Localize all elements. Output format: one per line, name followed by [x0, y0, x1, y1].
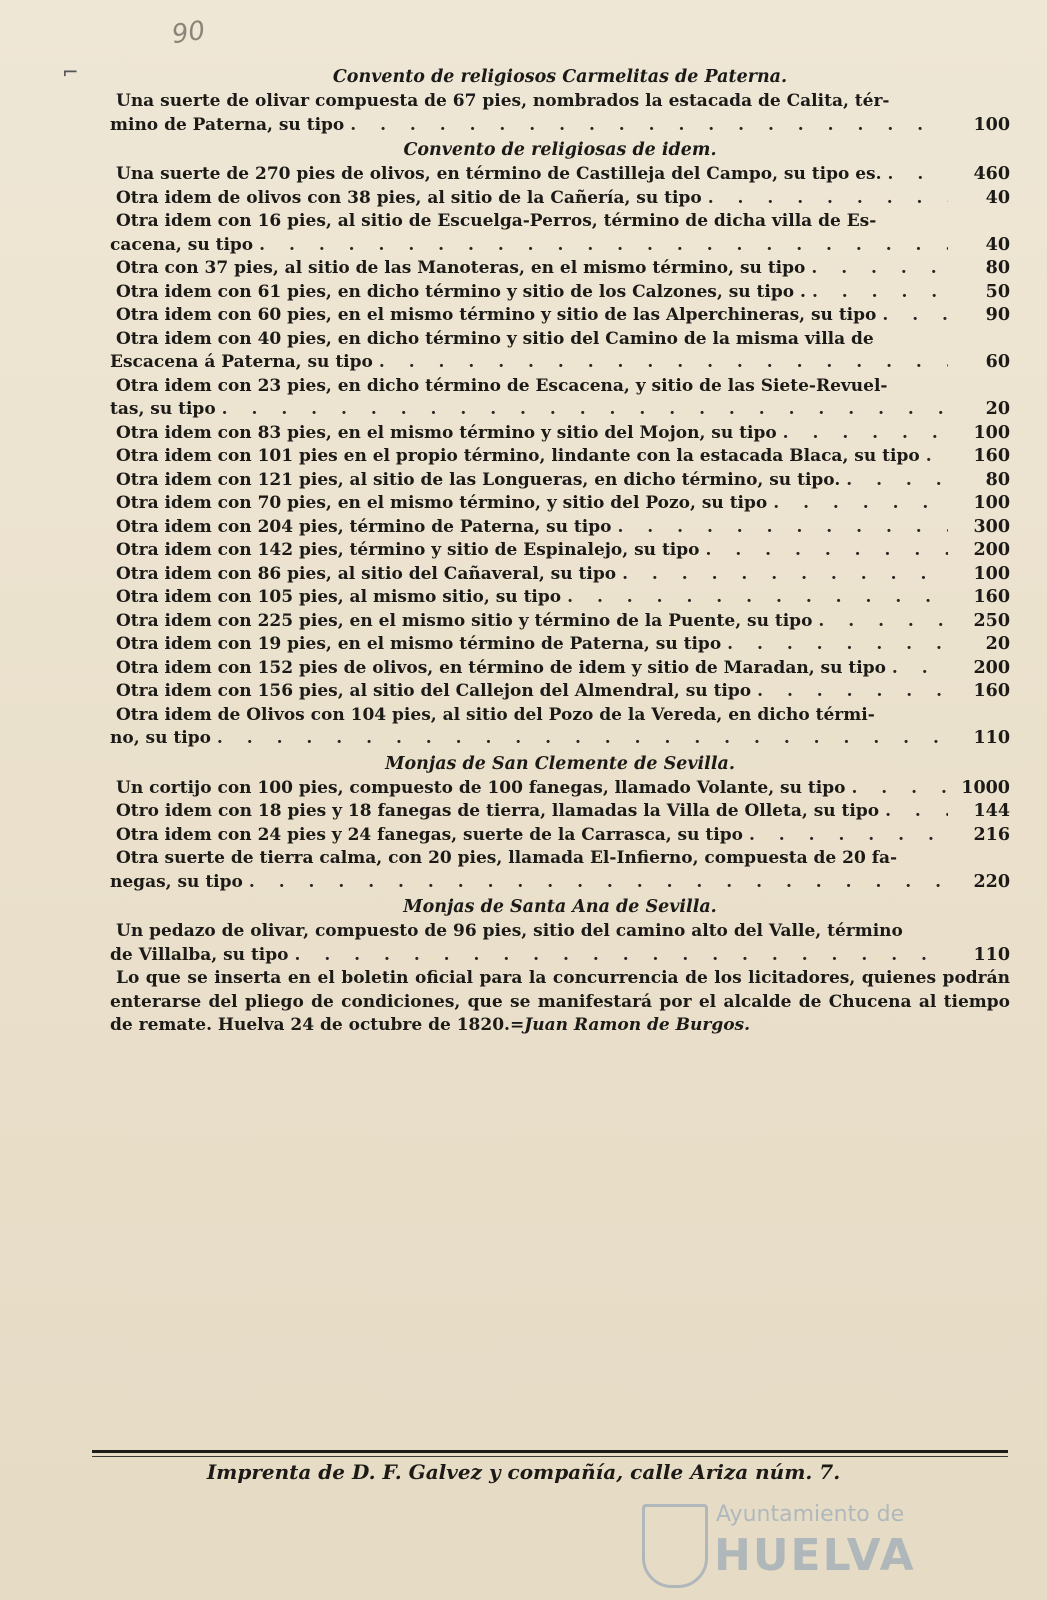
- list-item: [110, 422, 1010, 446]
- leader-dots: [811, 257, 948, 281]
- list-item: [110, 469, 1010, 493]
- entry-price: 300: [973, 516, 1010, 537]
- entry-price: 144: [973, 801, 1010, 821]
- entry-text: Otra idem con 70 pies, en el mismo término, y sitio del Pozo, su tipo: [116, 493, 768, 513]
- entry-price: 100: [973, 563, 1010, 584]
- leader-dots: [249, 871, 948, 895]
- entry-price: 50: [985, 281, 1010, 302]
- entry-text: Otra con 37 pies, al sitio de las Manoteras, en el mismo término, su tipo: [116, 258, 806, 278]
- leader-dots: [294, 944, 948, 968]
- leader-dots: [708, 187, 948, 211]
- entry-price: 20: [985, 634, 1010, 654]
- list-item: [110, 539, 1010, 563]
- entry-text: Otra idem con 83 pies, en el mismo término y sitio del Mojon, su tipo: [116, 422, 777, 443]
- entry-cont-text: tas, su tipo: [110, 399, 216, 419]
- closing-paragraph: [110, 967, 1010, 1038]
- closing-text: Lo que se inserta en el boletin oficial para la concurrencia de los licitadores, quienes podrán enterarse del pliego de condiciones, que se manifestará por el alcalde de Chucena al tiempo de remate. Huelva 24 de octubre de 1820.=: [110, 968, 1010, 1035]
- list-item: [110, 304, 1010, 328]
- list-item: [110, 777, 1010, 801]
- leader-dots: [846, 469, 948, 493]
- entry-continuation: [110, 398, 1010, 422]
- entry-cont-text: negas, su tipo: [110, 871, 243, 892]
- entry-continuation: [110, 234, 1010, 258]
- leader-dots: [851, 777, 948, 801]
- leader-dots: [818, 610, 948, 634]
- entry-cont-text: cacena, su tipo: [110, 234, 254, 255]
- leader-dots: [217, 727, 948, 751]
- section-list-san-clemente: [110, 777, 1010, 895]
- list-item: [110, 633, 1010, 657]
- leader-dots: [888, 163, 948, 187]
- entry-text: Otra idem con 61 pies, en dicho término y sitio de los Calzones, su tipo .: [116, 281, 806, 302]
- leader-dots: [617, 516, 948, 540]
- pencil-annotation: 90: [170, 15, 208, 51]
- entry-lead: Otra idem con 23 pies, en dicho término de Escacena, y sitio de las Siete-Revuel-: [116, 375, 888, 396]
- watermark-line1: Ayuntamiento de: [716, 1502, 905, 1527]
- list-item: [110, 163, 1010, 187]
- entry-price: 20: [985, 399, 1010, 419]
- entry-price: 100: [973, 422, 1010, 443]
- corner-mark: ⌐: [62, 60, 79, 84]
- entry-price: 200: [973, 540, 1010, 560]
- entry-text: Otra idem con 121 pies, al sitio de las Longueras, en dicho término, su tipo.: [116, 469, 841, 490]
- entry-continuation: [110, 351, 1010, 375]
- leader-dots: [773, 492, 948, 516]
- entry-price: 40: [985, 187, 1010, 208]
- entry-text: Otra idem con 225 pies, en el mismo sitio y término de la Puente, su tipo: [116, 610, 813, 631]
- leader-dots: [926, 445, 948, 469]
- list-item: [110, 257, 1010, 281]
- entry-price: 100: [973, 493, 1010, 513]
- entry-text: Otra idem con 105 pies, al mismo sitio, su tipo: [116, 587, 562, 607]
- entry-price: 110: [973, 944, 1010, 965]
- signature: Juan Ramon de Burgos.: [524, 1015, 751, 1035]
- entry-text: Otra idem con 101 pies en el propio término, lindante con la estacada Blaca, su tipo: [116, 446, 920, 466]
- leader-dots: [706, 539, 949, 563]
- entry-lead: Una suerte de olivar compuesta de 67 pies, nombrados la estacada de Calita, tér-: [116, 91, 890, 111]
- entry-text: Otra idem con 142 pies, término y sitio de Espinalejo, su tipo: [116, 540, 700, 560]
- section-title-santa-ana: Monjas de Santa Ana de Sevilla.: [403, 897, 717, 917]
- entry-text: Otra idem con 86 pies, al sitio del Cañaveral, su tipo: [116, 563, 617, 584]
- entry-price: 110: [973, 728, 1010, 748]
- entry-text: Otra idem con 24 pies y 24 fanegas, suerte de la Carrasca, su tipo: [116, 824, 743, 845]
- entry-price: 40: [985, 234, 1010, 255]
- entry-price: 1000: [961, 777, 1010, 798]
- imprint-line: Imprenta de D. F. Galvez y compañía, calle Ariza núm. 7.: [206, 1460, 841, 1484]
- leader-dots: [259, 234, 948, 258]
- entry-price: 80: [985, 258, 1010, 278]
- archive-watermark: [642, 1500, 1002, 1590]
- entry-lead: Otra suerte de tierra calma, con 20 pies, llamada El-Infierno, compuesta de 20 fa-: [116, 848, 898, 868]
- leader-dots: [892, 657, 948, 681]
- entry-price: 460: [973, 164, 1010, 184]
- entry-text: Otra idem con 204 pies, término de Paterna, su tipo: [116, 516, 612, 537]
- leader-dots: [222, 398, 948, 422]
- footer-rule: [92, 1450, 1008, 1453]
- entry-cont-text: mino de Paterna, su tipo: [110, 114, 345, 135]
- leader-dots: [882, 304, 948, 328]
- entry-cont-text: Escacena á Paterna, su tipo: [110, 352, 373, 372]
- section-title-carmelitas: Convento de religiosos Carmelitas de Paterna.: [332, 67, 788, 87]
- list-item: [110, 445, 1010, 469]
- entry-lead: Otra idem con 16 pies, al sitio de Escuelga-Perros, término de dicha villa de Es-: [116, 211, 877, 231]
- list-item: [110, 824, 1010, 848]
- list-item: [110, 657, 1010, 681]
- list-item: [110, 516, 1010, 540]
- leader-dots: [567, 586, 948, 610]
- leader-dots: [727, 633, 948, 657]
- list-item: [110, 281, 1010, 305]
- entry-price: 160: [973, 446, 1010, 466]
- list-item: [110, 680, 1010, 704]
- entry-text: Otra idem con 156 pies, al sitio del Callejon del Almendral, su tipo: [116, 681, 752, 701]
- leader-dots: [812, 281, 948, 305]
- leader-dots: [757, 680, 948, 704]
- document-body: [110, 64, 1010, 1038]
- entry-text: Otra idem con 152 pies de olivos, en término de idem y sitio de Maradan, su tipo: [116, 657, 886, 678]
- section-title-san-clemente: Monjas de San Clemente de Sevilla.: [385, 753, 735, 774]
- entry-lead: Otra idem con 40 pies, en dicho término y sitio del Camino de la misma villa de: [116, 328, 874, 349]
- list-item: [110, 563, 1010, 587]
- entry-price: 200: [973, 657, 1010, 678]
- entry-price: 216: [973, 824, 1010, 845]
- entry-price: 250: [973, 610, 1010, 631]
- leader-dots: [749, 824, 948, 848]
- entry-text: Un cortijo con 100 pies, compuesto de 100 fanegas, llamado Volante, su tipo: [116, 777, 846, 798]
- list-item: [110, 610, 1010, 634]
- entry-continuation: [110, 944, 1010, 968]
- leader-dots: [885, 800, 948, 824]
- entry-text: Otra idem de olivos con 38 pies, al sitio de la Cañería, su tipo: [116, 187, 702, 208]
- entry-price: 160: [973, 587, 1010, 607]
- entry-continuation: [110, 114, 1010, 138]
- entry-continuation: [110, 727, 1010, 751]
- list-item: [110, 492, 1010, 516]
- leader-dots: [622, 563, 948, 587]
- entry-price: 60: [985, 352, 1010, 372]
- section-list-religiosas: [110, 163, 1010, 751]
- entry-text: Otra idem con 19 pies, en el mismo término de Paterna, su tipo: [116, 634, 722, 654]
- section-title-religiosas: Convento de religiosas de idem.: [403, 140, 717, 160]
- leader-dots: [350, 114, 948, 138]
- crest-icon: [642, 1504, 708, 1588]
- entry-text: Otra idem con 60 pies, en el mismo término y sitio de las Alperchineras, su tipo: [116, 305, 877, 325]
- watermark-line2: HUELVA: [714, 1530, 916, 1581]
- list-item: [110, 586, 1010, 610]
- leader-dots: [379, 351, 948, 375]
- entry-price: 220: [973, 871, 1010, 892]
- entry-lead: Otra idem de Olivos con 104 pies, al sitio del Pozo de la Vereda, en dicho térmi-: [116, 704, 875, 725]
- entry-price: 90: [985, 305, 1010, 325]
- entry-text: Otro idem con 18 pies y 18 fanegas de tierra, llamadas la Villa de Olleta, su tipo: [116, 801, 880, 821]
- entry-price: 160: [973, 681, 1010, 701]
- entry-text: Una suerte de 270 pies de olivos, en término de Castilleja del Campo, su tipo es.: [116, 164, 882, 184]
- entry-price: 100: [973, 114, 1010, 135]
- entry-cont-text: de Villalba, su tipo: [110, 944, 289, 965]
- entry-price: 80: [985, 469, 1010, 490]
- list-item: [110, 187, 1010, 211]
- entry-lead: Un pedazo de olivar, compuesto de 96 pies, sitio del camino alto del Valle, término: [116, 921, 903, 941]
- entry-continuation: [110, 871, 1010, 895]
- entry-cont-text: no, su tipo: [110, 728, 211, 748]
- leader-dots: [783, 422, 948, 446]
- list-item: [110, 800, 1010, 824]
- footer-rule-thin: [92, 1456, 1008, 1457]
